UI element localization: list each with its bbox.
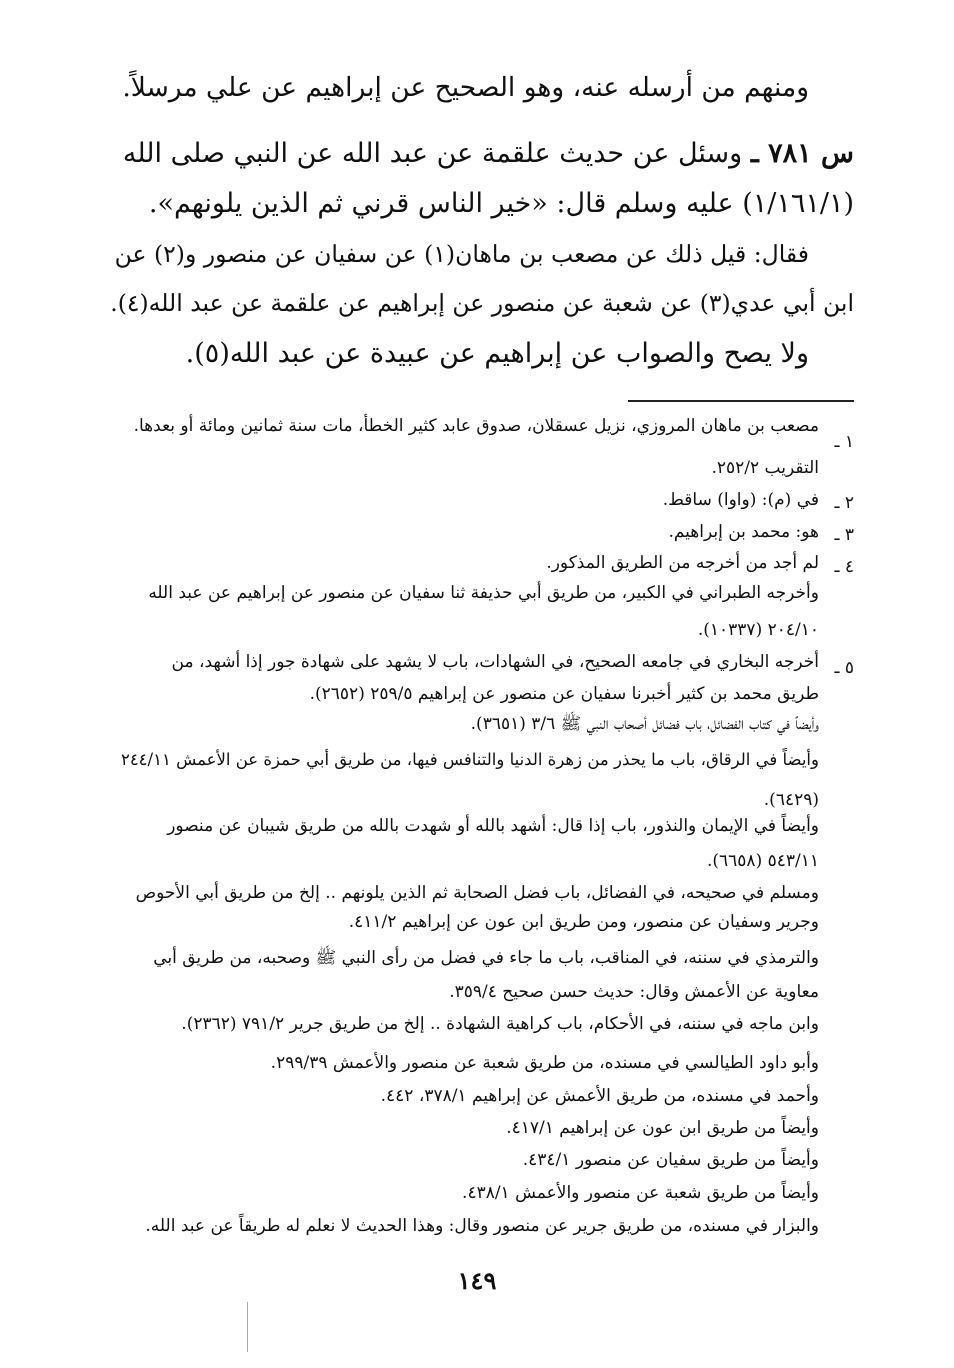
footnote-line: (٦٤٢٩). [763,790,819,810]
footnote-line: وأيضاً في الإيمان والنذور، باب إذا قال: أشهد بالله أو شهدت بالله من طريق شيبان عن منصور [167,816,819,836]
footnote-marker: ٤ ـ [834,557,854,577]
main-text-line: (١/١٦١/١) عليه وسلم قال: «خير الناس قرني ثم الذين يلونهم». [148,188,854,219]
footnote-line: وأبو داود الطيالسي في مسنده، من طريق شعبة عن منصور والأعمش ٢٩٩/٣٩. [270,1053,819,1073]
question-line [123,140,854,167]
main-text-line: ومنهم من أرسله عنه، وهو الصحيح عن إبراهيم عن علي مرسلاً. [122,72,809,103]
footnote-marker: ٣ ـ [834,525,854,545]
footnote-line: وأيضاً من طريق سفيان عن منصور ٤٣٤/١. [522,1150,819,1170]
footnote-line: والترمذي في سننه، في المناقب، باب ما جاء في فضل من رأى النبي ﷺ وصحبه، من طريق أبي [153,948,819,968]
footnote-line: وأخرجه الطبراني في الكبير، من طريق أبي حذيفة ثنا سفيان عن منصور عن إبراهيم عن عبد الله [148,583,819,603]
footnote-line: وأحمد في مسنده، من طريق الأعمش عن إبراهيم ٣٧٨/١، ٤٤٢. [380,1086,819,1106]
footnote-line: ٥٤٣/١١ (٦٦٥٨). [706,851,819,871]
footnote-line: وأيضاً من طريق شعبة عن منصور والأعمش ٤٣٨/١. [462,1183,819,1203]
footnote-line: مصعب بن ماهان المروزي، نزيل عسقلان، صدوق عابد كثير الخطأ، مات سنة ثمانين ومائة أو بعدها. [133,416,819,436]
footnote-line: والبزار في مسنده، من طريق جرير عن منصور وقال: وهذا الحديث لا نعلم له طريقاً عن عبد الله. [145,1216,819,1236]
footnote-line: في (م): (واوا) ساقط. [662,490,819,510]
main-text-line: فقال: قيل ذلك عن مصعب بن ماهان(١) عن سفيان عن منصور و(٢) عن [114,240,809,268]
footnote-line: وأيضاً من طريق ابن عون عن إبراهيم ٤١٧/١. [506,1118,819,1138]
footnote-marker: ٢ ـ [834,493,854,513]
question-text: وسئل عن حديث علقمة عن عبد الله عن النبي صلى الله [122,138,743,169]
footnote-marker: ٥ ـ [834,658,854,678]
footnote-line: وابن ماجه في سننه، في الأحكام، باب كراهية الشهادة .. إلخ من طريق جرير ٧٩١/٢ (٢٣٦٢). [181,1014,819,1034]
footnote-line: ومسلم في صحيحه، في الفضائل، باب فضل الصحابة ثم الذين يلونهم .. إلخ من طريق أبي الأحوص [135,883,819,903]
page-number: ١٤٩ [457,1266,497,1295]
scan-margin-mark [247,1302,248,1352]
footnote-line: طريق محمد بن كثير أخبرنا سفيان عن منصور عن إبراهيم ٢٥٩/٥ (٢٦٥٢). [309,684,819,704]
main-text-line: ابن أبي عدي(٣) عن شعبة عن منصور عن إبراهيم عن علقمة عن عبد الله(٤). [110,289,854,317]
main-text-line: ولا يصح والصواب عن إبراهيم عن عبيدة عن عبد الله(٥). [185,338,809,369]
footnote-separator [628,400,854,402]
footnote-line: لم أجد من أخرجه من الطريق المذكور. [546,553,819,573]
footnote-line: معاوية عن الأعمش وقال: حديث حسن صحيح ٣٥٩/٤. [449,982,819,1002]
footnote-line: التقريب ٢٥٢/٢. [711,458,819,478]
footnote-line: هو: محمد بن إبراهيم. [668,522,819,542]
footnote-line: وجرير وسفيان عن منصور، ومن طريق ابن عون عن إبراهيم ٤١١/٢. [348,912,819,932]
footnote-marker: ١ ـ [834,432,854,452]
footnote-line: وأيضاً في كتاب الفضائل، باب فضائل أصحاب النبي ﷺ ٣/٦ (٣٦٥١). [470,714,819,734]
question-number: س ٧٨١ ـ [750,138,854,169]
footnote-line: وأيضاً في الرقاق، باب ما يحذر من زهرة الدنيا والتنافس فيها، من طريق أبي حمزة عن الأعمش ٢٤٤/١١ [120,750,819,769]
footnote-line: أخرجه البخاري في جامعه الصحيح، في الشهادات، باب لا يشهد على شهادة جور إذا أشهد، من [171,652,819,672]
footnote-line: ٢٠٤/١٠ (١٠٣٣٧). [697,620,819,640]
